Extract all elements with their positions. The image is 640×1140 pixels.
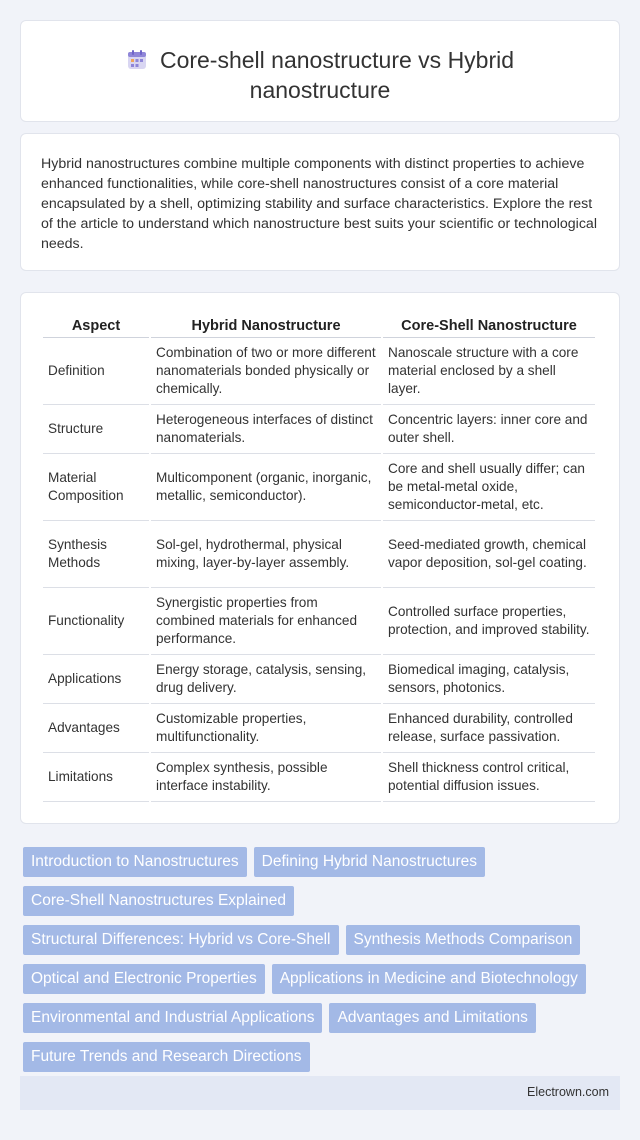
table-row <box>43 588 595 655</box>
hybrid-cell: Sol-gel, hydrothermal, physical mixing, layer-by-layer assembly. <box>151 521 381 588</box>
aspect-cell: Structure <box>43 405 149 454</box>
hybrid-cell: Synergistic properties from combined materials for enhanced performance. <box>151 588 381 655</box>
core-shell-cell: Core and shell usually differ; can be metal-metal oxide, semiconductor-metal, etc. <box>383 454 595 521</box>
calendar-icon <box>126 49 148 71</box>
title-card <box>20 20 620 122</box>
tag-defining-hybrid[interactable]: Defining Hybrid Nanostructures <box>254 847 485 877</box>
title-line-1: Core-shell nanostructure vs Hybrid <box>159 47 515 73</box>
table-row <box>43 521 595 588</box>
hybrid-cell: Heterogeneous interfaces of distinct nanomaterials. <box>151 405 381 454</box>
tag-introduction[interactable]: Introduction to Nanostructures <box>23 847 247 877</box>
footer <box>20 1076 620 1110</box>
table-row <box>43 454 595 521</box>
table-row <box>43 753 595 802</box>
tag-optical-electronic[interactable]: Optical and Electronic Properties <box>23 964 265 994</box>
tag-advantages-limitations[interactable]: Advantages and Limitations <box>329 1003 535 1033</box>
table-row <box>43 405 595 454</box>
intro-text: Hybrid nanostructures combine multiple components with distinct properties to achieve enhanced functionalities, while core-shell nanostructures consist of a core material encapsulated by a shell, optimizing stability and surface characteristics. Explore the rest of the article to understand which nanostructure best suits your scientific or technological needs. <box>41 156 597 252</box>
tag-environmental-industrial[interactable]: Environmental and Industrial Applications <box>23 1003 322 1033</box>
aspect-cell: Material Composition <box>43 454 149 521</box>
hybrid-cell: Complex synthesis, possible interface instability. <box>151 753 381 802</box>
core-shell-cell: Controlled surface properties, protection, and improved stability. <box>383 588 595 655</box>
core-shell-cell: Biomedical imaging, catalysis, sensors, photonics. <box>383 655 595 704</box>
table-row <box>43 338 595 405</box>
title-line-2: nanostructure <box>249 77 391 103</box>
aspect-cell: Definition <box>43 338 149 405</box>
aspect-cell: Synthesis Methods <box>43 521 149 588</box>
page-title <box>21 45 619 105</box>
topic-tags <box>23 847 623 1081</box>
hybrid-cell: Multicomponent (organic, inorganic, metallic, semiconductor). <box>151 454 381 521</box>
core-shell-cell: Nanoscale structure with a core material enclosed by a shell layer. <box>383 338 595 405</box>
comparison-table-card <box>20 292 620 824</box>
hybrid-cell: Combination of two or more different nanomaterials bonded physically or chemically. <box>151 338 381 405</box>
hybrid-cell: Energy storage, catalysis, sensing, drug delivery. <box>151 655 381 704</box>
table-header-row <box>43 313 595 338</box>
aspect-cell: Functionality <box>43 588 149 655</box>
core-shell-cell: Seed-mediated growth, chemical vapor deposition, sol-gel coating. <box>383 521 595 588</box>
footer-site-link[interactable]: Electrown.com <box>527 1085 609 1099</box>
core-shell-cell: Shell thickness control critical, potential diffusion issues. <box>383 753 595 802</box>
hybrid-cell: Customizable properties, multifunctionality. <box>151 704 381 753</box>
core-shell-cell: Concentric layers: inner core and outer shell. <box>383 405 595 454</box>
tag-structural-differences[interactable]: Structural Differences: Hybrid vs Core-Shell <box>23 925 339 955</box>
tag-core-shell-explained[interactable]: Core-Shell Nanostructures Explained <box>23 886 294 916</box>
aspect-cell: Advantages <box>43 704 149 753</box>
tag-future-trends[interactable]: Future Trends and Research Directions <box>23 1042 310 1072</box>
tag-synthesis-comparison[interactable]: Synthesis Methods Comparison <box>346 925 581 955</box>
header-aspect: Aspect <box>43 313 149 338</box>
aspect-cell: Applications <box>43 655 149 704</box>
table-row <box>43 655 595 704</box>
tag-medicine-biotech[interactable]: Applications in Medicine and Biotechnology <box>272 964 586 994</box>
table-row <box>43 704 595 753</box>
aspect-cell: Limitations <box>43 753 149 802</box>
core-shell-cell: Enhanced durability, controlled release, surface passivation. <box>383 704 595 753</box>
header-core-shell: Core-Shell Nanostructure <box>383 313 595 338</box>
comparison-table <box>41 313 597 802</box>
header-hybrid: Hybrid Nanostructure <box>151 313 381 338</box>
intro-card <box>20 133 620 271</box>
